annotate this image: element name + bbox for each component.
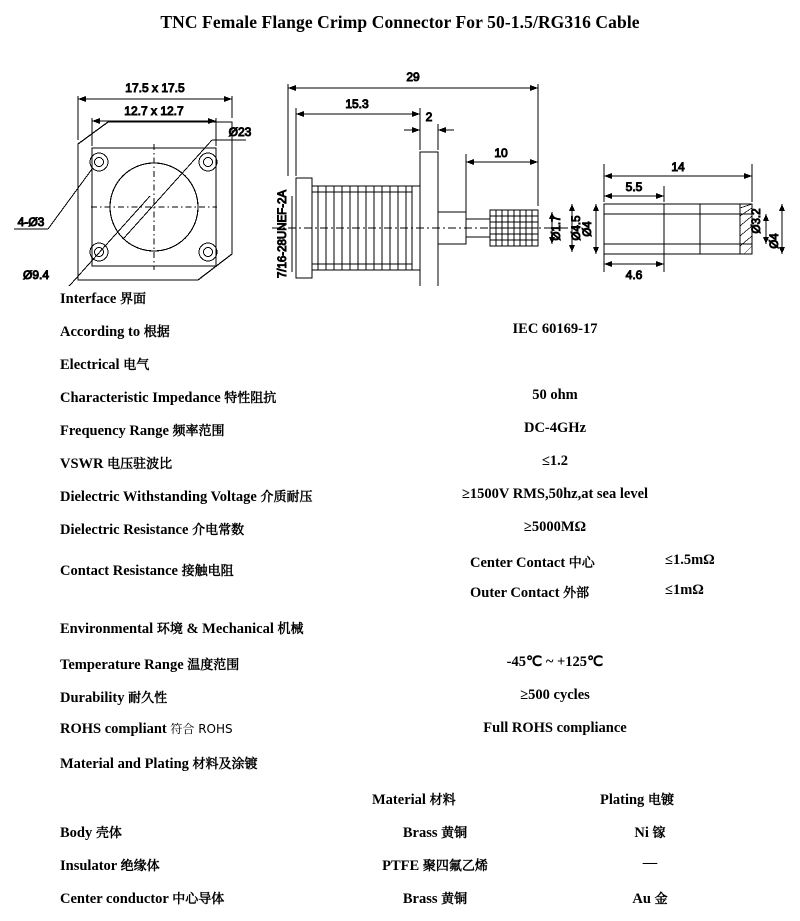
spec-label: ROHS compliant 符合 ROHS: [60, 721, 233, 737]
dim-ferrule-dia: Ø4.5: [571, 215, 583, 241]
spec-row-rohs: [0, 720, 800, 753]
spec-value: 50 ohm: [532, 387, 578, 403]
dim-flange-thickness: 2: [425, 110, 433, 124]
material-table-header: [0, 789, 800, 822]
spec-label: Temperature Range 温度范围: [60, 657, 240, 673]
dim-ferrule-dia-inner: Ø3.2: [751, 208, 763, 234]
spec-row-temperature: [0, 654, 800, 687]
dim-pilot: Ø9.4: [22, 268, 50, 282]
spec-label: Characteristic Impedance 特性阻抗: [60, 390, 277, 406]
spec-value: Full ROHS compliance: [483, 720, 627, 736]
spec-subvalue-outer-contact: ≤1mΩ: [665, 582, 704, 598]
spec-subvalue-center-contact: ≤1.5mΩ: [665, 552, 715, 568]
spec-value: IEC 60169-17: [512, 321, 598, 337]
technical-drawing: [0, 36, 800, 286]
spec-label: VSWR 电压驻波比: [60, 456, 173, 472]
spec-sublabel-center-contact: Center Contact 中心: [470, 555, 595, 571]
dim-flange-outer: 17.5 x 17.5: [125, 81, 185, 95]
spec-row-frequency: [0, 420, 800, 453]
spec-label: Material and Plating 材料及涂镀: [60, 756, 258, 772]
spec-label: Frequency Range 频率范围: [60, 423, 225, 439]
column-header-material: Material 材料: [372, 792, 456, 808]
dim-ferrule-dia-outer: Ø4: [582, 221, 594, 237]
spec-value: ≥1500V RMS,50hz,at sea level: [461, 486, 649, 502]
dim-bore: Ø23: [228, 125, 252, 139]
table-row: [0, 855, 800, 888]
dim-total-length: 29: [406, 70, 420, 84]
spec-value: ≥5000MΩ: [523, 519, 587, 535]
spec-row-dielectric-resistance: [0, 519, 800, 552]
material-cell: Brass 黄铜: [402, 891, 468, 907]
spec-label: Dielectric Resistance 介电常数: [60, 522, 245, 538]
material-part-label: Center conductor 中心导体: [60, 891, 225, 907]
dim-ferrule-length: 14: [671, 160, 685, 174]
dim-holes: 4-Ø3: [17, 215, 45, 229]
material-part-label: Body 壳体: [60, 825, 122, 841]
table-row: [0, 822, 800, 855]
material-cell: Brass 黄铜: [402, 825, 468, 841]
spec-sublabel-outer-contact: Outer Contact 外部: [470, 585, 590, 601]
spec-row-according-to: [0, 321, 800, 354]
spec-value: DC-4GHz: [523, 420, 586, 436]
plating-cell: Au 金: [632, 891, 668, 907]
dim-thread-length: 15.3: [345, 97, 369, 111]
spec-row-material-heading: [0, 753, 800, 789]
spec-label: According to 根据: [60, 324, 170, 340]
dim-ferrule-rear: 4.6: [625, 268, 643, 282]
dim-flange-inner: 12.7 x 12.7: [124, 104, 184, 118]
spec-row-impedance: [0, 387, 800, 420]
column-header-plating: Plating 电镀: [600, 792, 674, 808]
material-part-label: Insulator 绝缘体: [60, 858, 160, 874]
spec-label: Dielectric Withstanding Voltage 介质耐压: [60, 489, 313, 505]
spec-label: Electrical 电气: [60, 357, 150, 373]
dim-pin-dia: Ø1.7: [551, 215, 563, 241]
dim-ferrule-front: 5.5: [625, 180, 643, 194]
spec-row-electrical: [0, 354, 800, 387]
spec-label: Contact Resistance 接触电阻: [60, 563, 234, 579]
table-row: [0, 888, 800, 921]
spec-row-interface: [0, 288, 800, 321]
plating-cell: —: [642, 855, 658, 871]
dim-thread-spec: 7/16-28UNEF-2A: [277, 189, 289, 279]
spec-value: -45℃ ~ +125℃: [506, 654, 604, 670]
spec-value: ≤1.2: [541, 453, 569, 469]
dim-tail-length: 10: [494, 146, 508, 160]
plating-cell: Ni 镓: [634, 825, 666, 841]
spec-row-durability: [0, 687, 800, 720]
dim-ferrule-dia-rear: Ø4: [769, 233, 781, 249]
spec-row-vswr: [0, 453, 800, 486]
spec-label: Durability 耐久性: [60, 690, 168, 706]
spec-value: ≥500 cycles: [520, 687, 590, 703]
specification-table: [0, 288, 800, 921]
spec-label: Environmental 环境 & Mechanical 机械: [60, 621, 304, 637]
page-title: TNC Female Flange Crimp Connector For 50-1.5/RG316 Cable: [160, 12, 640, 32]
spec-row-environmental-heading: [0, 618, 800, 654]
material-cell: PTFE 聚四氟乙烯: [382, 858, 488, 874]
spec-label: Interface 界面: [60, 291, 146, 307]
spec-row-dwv: [0, 486, 800, 519]
